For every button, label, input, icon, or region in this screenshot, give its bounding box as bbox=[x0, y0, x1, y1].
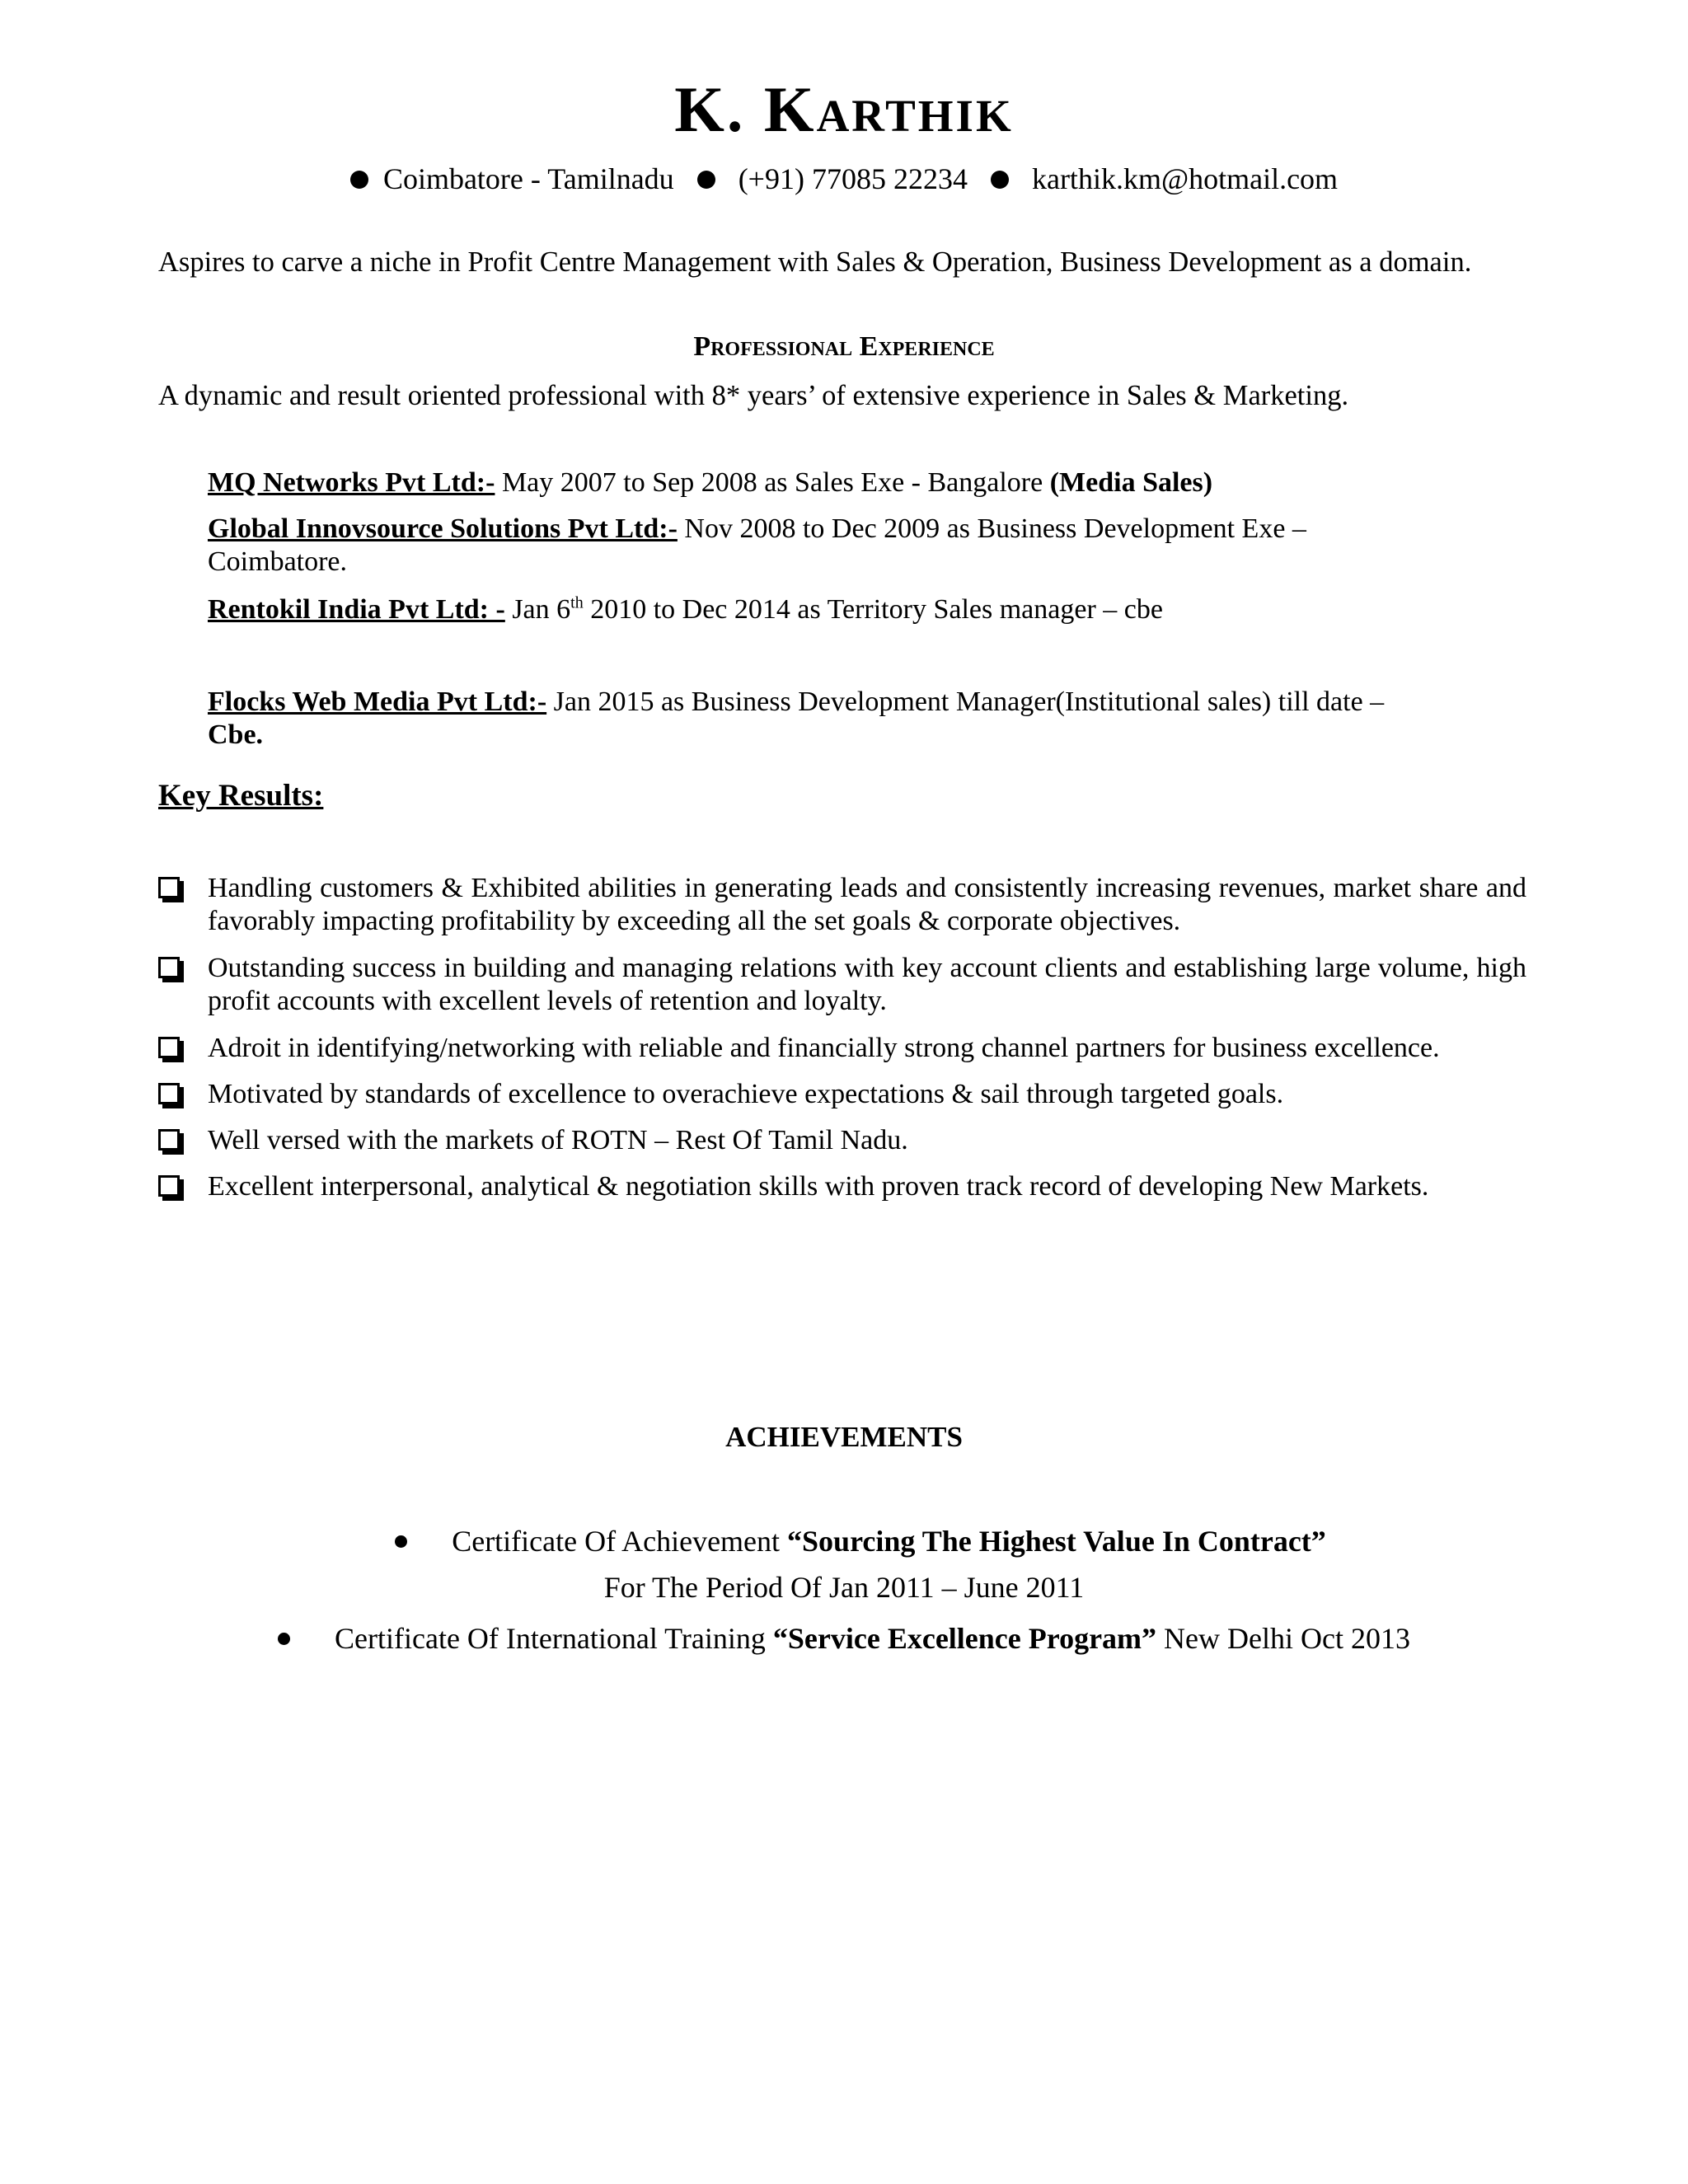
checkbox-bullet-icon bbox=[158, 1083, 180, 1104]
company-name: MQ Networks Pvt Ltd:- bbox=[208, 467, 495, 498]
job-details: Jan 6 bbox=[504, 594, 571, 625]
job-entry bbox=[208, 513, 1411, 579]
bullet-dot-icon bbox=[350, 171, 368, 189]
job-details: Nov 2008 to Dec 2009 as Business Development Exe – Coimbatore. bbox=[208, 513, 1306, 577]
contact-email: karthik.km@hotmail.com bbox=[1031, 162, 1339, 195]
list-item bbox=[158, 1078, 1526, 1111]
bullet-icon bbox=[395, 1535, 407, 1548]
candidate-name: K. Karthik bbox=[674, 73, 1014, 145]
key-result-text: Outstanding success in building and managing relations with key account clients and establishing large volume, high profit accounts with excellent levels of retention and loyalty. bbox=[208, 953, 1526, 1016]
bullet-dot-icon bbox=[697, 171, 715, 189]
checkbox-bullet-icon bbox=[158, 1037, 180, 1058]
list-item bbox=[158, 872, 1526, 938]
job-details: May 2007 to Sep 2008 as Sales Exe - Bangalore bbox=[495, 467, 1050, 498]
checkbox-bullet-icon bbox=[158, 1129, 180, 1151]
achievement-item bbox=[16, 1523, 1688, 1559]
key-results-heading: Key Results: bbox=[158, 779, 324, 813]
career-objective: Aspires to carve a niche in Profit Centre Management with Sales & Operation, Business Development as a domain. bbox=[158, 246, 1472, 278]
achievement-title: “Sourcing The Highest Value In Contract” bbox=[787, 1525, 1326, 1558]
list-item bbox=[158, 952, 1526, 1018]
experience-summary: A dynamic and result oriented professional with 8* years’ of extensive experience in Sales & Marketing. bbox=[158, 380, 1349, 411]
checkbox-bullet-icon bbox=[158, 877, 180, 898]
key-result-text: Excellent interpersonal, analytical & negotiation skills with proven track record of developing New Markets. bbox=[208, 1171, 1429, 1202]
company-name: Global Innovsource Solutions Pvt Ltd:- bbox=[208, 513, 678, 544]
contact-phone: (+91) 77085 22234 bbox=[738, 162, 968, 195]
achievement-prefix: Certificate Of Achievement bbox=[452, 1525, 788, 1558]
job-entry bbox=[208, 593, 1411, 626]
achievement-title: “Service Excellence Program” bbox=[772, 1622, 1157, 1655]
key-result-text: Handling customers & Exhibited abilities in generating leads and consistently increasing revenues, market share and favorably impacting profitability by exceeding all the set goals & corporate objectives. bbox=[208, 873, 1526, 936]
checkbox-bullet-icon bbox=[158, 957, 180, 978]
job-details-superscript: th bbox=[570, 593, 584, 612]
list-item bbox=[158, 1124, 1526, 1157]
list-item bbox=[158, 1032, 1526, 1065]
key-result-text: Motivated by standards of excellence to overachieve expectations & sail through targeted goals. bbox=[208, 1079, 1284, 1109]
professional-experience-heading: Professional Experience bbox=[693, 331, 995, 362]
job-entry bbox=[208, 686, 1411, 752]
job-details: Jan 2015 as Business Development Manager(Institutional sales) till date – bbox=[546, 687, 1385, 717]
company-name: Flocks Web Media Pvt Ltd:- bbox=[208, 687, 547, 717]
key-result-text: Well versed with the markets of ROTN – Rest Of Tamil Nadu. bbox=[208, 1125, 908, 1155]
contact-line bbox=[0, 161, 1688, 197]
achievement-prefix: Certificate Of International Training bbox=[335, 1622, 773, 1655]
achievements-heading: ACHIEVEMENTS bbox=[725, 1421, 963, 1453]
job-details: 2010 to Dec 2014 as Territory Sales manager – cbe bbox=[583, 594, 1163, 625]
key-result-text: Adroit in identifying/networking with reliable and financially strong channel partners for business excellence. bbox=[208, 1033, 1440, 1063]
list-item bbox=[158, 1170, 1526, 1203]
job-emphasis: (Media Sales) bbox=[1049, 467, 1213, 498]
job-entry bbox=[208, 466, 1411, 499]
bullet-icon bbox=[278, 1633, 290, 1645]
contact-location: Coimbatore - Tamilnadu bbox=[382, 162, 674, 195]
achievement-suffix: New Delhi Oct 2013 bbox=[1156, 1622, 1410, 1655]
achievement-item bbox=[0, 1620, 1688, 1657]
checkbox-bullet-icon bbox=[158, 1175, 180, 1197]
achievement-continuation: For The Period Of Jan 2011 – June 2011 bbox=[603, 1571, 1085, 1604]
bullet-dot-icon bbox=[991, 171, 1009, 189]
company-name: Rentokil India Pvt Ltd: - bbox=[208, 594, 505, 625]
job-emphasis: Cbe. bbox=[208, 719, 264, 750]
